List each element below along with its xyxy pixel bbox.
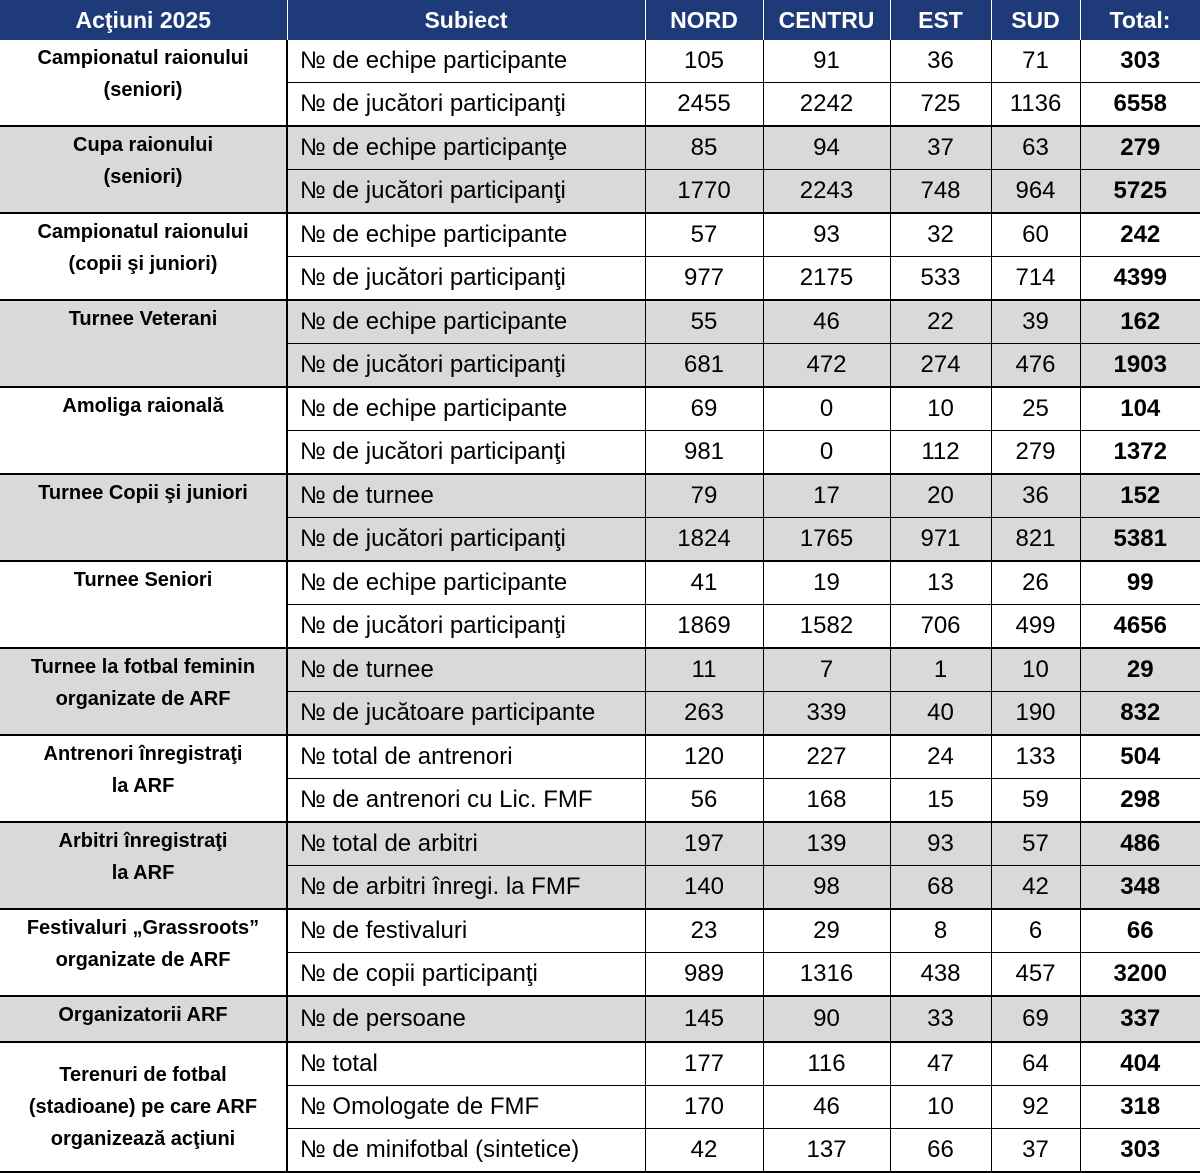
nord-cell: 41 — [645, 561, 763, 605]
est-cell: 68 — [890, 866, 991, 910]
sud-cell: 64 — [991, 1042, 1080, 1086]
nord-cell: 1824 — [645, 518, 763, 562]
total-cell: 404 — [1080, 1042, 1200, 1086]
sud-cell: 10 — [991, 648, 1080, 692]
action-label-line: la ARF — [111, 862, 175, 884]
table-header — [0, 0, 1200, 40]
sud-cell: 457 — [991, 953, 1080, 997]
total-cell: 832 — [1080, 692, 1200, 736]
centru-cell: 1316 — [763, 953, 890, 997]
total-cell: 5725 — [1080, 170, 1200, 214]
nord-cell: 69 — [645, 387, 763, 431]
action-label-line: (copii şi juniori) — [68, 253, 218, 275]
action-label-line: (stadioane) pe care ARF — [28, 1096, 258, 1118]
centru-cell: 17 — [763, 474, 890, 518]
sud-cell: 190 — [991, 692, 1080, 736]
est-cell: 725 — [890, 83, 991, 127]
subject-cell: № de jucătoare participante — [287, 692, 645, 736]
action-cell — [0, 126, 287, 213]
subject-cell: № de festivaluri — [287, 909, 645, 953]
nord-cell: 197 — [645, 822, 763, 866]
total-cell: 104 — [1080, 387, 1200, 431]
centru-cell: 91 — [763, 40, 890, 83]
table-row — [0, 300, 1200, 344]
subject-cell: № de echipe participante — [287, 387, 645, 431]
action-label-line: (seniori) — [103, 79, 183, 101]
table-row — [0, 213, 1200, 257]
header-centru: CENTRU — [763, 0, 890, 40]
total-cell: 3200 — [1080, 953, 1200, 997]
est-cell: 1 — [890, 648, 991, 692]
action-label-line: Turnee Seniori — [73, 569, 213, 591]
nord-cell: 981 — [645, 431, 763, 475]
nord-cell: 2455 — [645, 83, 763, 127]
total-cell: 337 — [1080, 996, 1200, 1042]
action-label-line: la ARF — [111, 775, 175, 797]
est-cell: 93 — [890, 822, 991, 866]
centru-cell: 0 — [763, 431, 890, 475]
nord-cell: 170 — [645, 1086, 763, 1129]
subject-cell: № total — [287, 1042, 645, 1086]
total-cell: 318 — [1080, 1086, 1200, 1129]
nord-cell: 263 — [645, 692, 763, 736]
total-cell: 6558 — [1080, 83, 1200, 127]
total-cell: 66 — [1080, 909, 1200, 953]
est-cell: 40 — [890, 692, 991, 736]
total-cell: 1372 — [1080, 431, 1200, 475]
est-cell: 37 — [890, 126, 991, 170]
nord-cell: 681 — [645, 344, 763, 388]
action-cell — [0, 213, 287, 300]
table-row — [0, 40, 1200, 83]
action-label-line: Amoliga raională — [62, 395, 224, 417]
sud-cell: 69 — [991, 996, 1080, 1042]
total-cell: 298 — [1080, 779, 1200, 823]
sud-cell: 6 — [991, 909, 1080, 953]
action-label-line: organizate de ARF — [55, 688, 231, 710]
centru-cell: 46 — [763, 300, 890, 344]
nord-cell: 23 — [645, 909, 763, 953]
nord-cell: 57 — [645, 213, 763, 257]
nord-cell: 1770 — [645, 170, 763, 214]
est-cell: 706 — [890, 605, 991, 649]
action-cell — [0, 300, 287, 387]
centru-cell: 1582 — [763, 605, 890, 649]
subject-cell: № de jucători participanţi — [287, 605, 645, 649]
action-label-line: Campionatul raionului — [37, 221, 249, 243]
sud-cell: 821 — [991, 518, 1080, 562]
subject-cell: № de turnee — [287, 474, 645, 518]
table-row — [0, 387, 1200, 431]
est-cell: 748 — [890, 170, 991, 214]
total-cell: 242 — [1080, 213, 1200, 257]
sud-cell: 71 — [991, 40, 1080, 83]
action-label-line: organizate de ARF — [55, 949, 231, 971]
centru-cell: 168 — [763, 779, 890, 823]
est-cell: 47 — [890, 1042, 991, 1086]
sud-cell: 499 — [991, 605, 1080, 649]
nord-cell: 145 — [645, 996, 763, 1042]
subject-cell: № de turnee — [287, 648, 645, 692]
action-cell — [0, 474, 287, 561]
centru-cell: 137 — [763, 1129, 890, 1173]
nord-cell: 140 — [645, 866, 763, 910]
est-cell: 533 — [890, 257, 991, 301]
table-row — [0, 822, 1200, 866]
action-cell — [0, 648, 287, 735]
centru-cell: 93 — [763, 213, 890, 257]
centru-cell: 339 — [763, 692, 890, 736]
centru-cell: 19 — [763, 561, 890, 605]
action-cell — [0, 387, 287, 474]
total-cell: 4399 — [1080, 257, 1200, 301]
est-cell: 22 — [890, 300, 991, 344]
est-cell: 274 — [890, 344, 991, 388]
action-label-line: Arbitri înregistraţi — [58, 830, 228, 852]
nord-cell: 105 — [645, 40, 763, 83]
total-cell: 1903 — [1080, 344, 1200, 388]
est-cell: 438 — [890, 953, 991, 997]
est-cell: 15 — [890, 779, 991, 823]
action-label-line: Campionatul raionului — [37, 47, 249, 69]
action-cell — [0, 909, 287, 996]
est-cell: 10 — [890, 1086, 991, 1129]
centru-cell: 29 — [763, 909, 890, 953]
total-cell: 99 — [1080, 561, 1200, 605]
sud-cell: 714 — [991, 257, 1080, 301]
subject-cell: № de jucători participanţi — [287, 431, 645, 475]
subject-cell: № de jucători participanţi — [287, 344, 645, 388]
est-cell: 971 — [890, 518, 991, 562]
sud-cell: 25 — [991, 387, 1080, 431]
total-cell: 303 — [1080, 1129, 1200, 1173]
header-actions: Acţiuni 2025 — [0, 0, 287, 40]
centru-cell: 94 — [763, 126, 890, 170]
centru-cell: 2242 — [763, 83, 890, 127]
est-cell: 20 — [890, 474, 991, 518]
total-cell: 486 — [1080, 822, 1200, 866]
subject-cell: № de antrenori cu Lic. FMF — [287, 779, 645, 823]
sud-cell: 26 — [991, 561, 1080, 605]
header-subject: Subiect — [287, 0, 645, 40]
action-cell — [0, 735, 287, 822]
centru-cell: 2175 — [763, 257, 890, 301]
subject-cell: № de arbitri înregi. la FMF — [287, 866, 645, 910]
nord-cell: 55 — [645, 300, 763, 344]
subject-cell: № de jucători participanţi — [287, 518, 645, 562]
action-label-line: Turnee Veterani — [68, 308, 218, 330]
table-row — [0, 648, 1200, 692]
table-row — [0, 909, 1200, 953]
sud-cell: 133 — [991, 735, 1080, 779]
subject-cell: № de persoane — [287, 996, 645, 1042]
est-cell: 8 — [890, 909, 991, 953]
total-cell: 5381 — [1080, 518, 1200, 562]
total-cell: 152 — [1080, 474, 1200, 518]
sud-cell: 476 — [991, 344, 1080, 388]
subject-cell: № de copii participanţi — [287, 953, 645, 997]
centru-cell: 46 — [763, 1086, 890, 1129]
centru-cell: 0 — [763, 387, 890, 431]
centru-cell: 98 — [763, 866, 890, 910]
est-cell: 24 — [890, 735, 991, 779]
total-cell: 4656 — [1080, 605, 1200, 649]
est-cell: 36 — [890, 40, 991, 83]
sud-cell: 60 — [991, 213, 1080, 257]
action-label-line: organizează acţiuni — [50, 1128, 236, 1150]
subject-cell: № de echipe participante — [287, 213, 645, 257]
table-row — [0, 996, 1200, 1042]
nord-cell: 56 — [645, 779, 763, 823]
total-cell: 348 — [1080, 866, 1200, 910]
nord-cell: 11 — [645, 648, 763, 692]
table-body — [0, 40, 1200, 1172]
action-label-line: Antrenori înregistraţi — [43, 743, 243, 765]
centru-cell: 90 — [763, 996, 890, 1042]
action-label-line: Cupa raionului — [73, 134, 213, 156]
subject-cell: № de jucători participanţi — [287, 83, 645, 127]
table-row — [0, 126, 1200, 170]
centru-cell: 7 — [763, 648, 890, 692]
subject-cell: № de echipe participanţe — [287, 126, 645, 170]
action-label-line: Organizatorii ARF — [58, 1004, 228, 1026]
est-cell: 66 — [890, 1129, 991, 1173]
action-cell — [0, 40, 287, 126]
sud-cell: 36 — [991, 474, 1080, 518]
header-row — [0, 0, 1200, 40]
nord-cell: 42 — [645, 1129, 763, 1173]
subject-cell: № de jucători participanţi — [287, 257, 645, 301]
sud-cell: 39 — [991, 300, 1080, 344]
nord-cell: 120 — [645, 735, 763, 779]
subject-cell: № total de arbitri — [287, 822, 645, 866]
centru-cell: 472 — [763, 344, 890, 388]
nord-cell: 989 — [645, 953, 763, 997]
centru-cell: 116 — [763, 1042, 890, 1086]
est-cell: 33 — [890, 996, 991, 1042]
action-cell — [0, 1042, 287, 1172]
action-cell — [0, 822, 287, 909]
centru-cell: 139 — [763, 822, 890, 866]
total-cell: 303 — [1080, 40, 1200, 83]
action-cell — [0, 996, 287, 1042]
est-cell: 112 — [890, 431, 991, 475]
action-label-line: Festivaluri „Grassroots” — [26, 917, 260, 939]
header-est: EST — [890, 0, 991, 40]
header-nord: NORD — [645, 0, 763, 40]
centru-cell: 2243 — [763, 170, 890, 214]
subject-cell: № de jucători participanţi — [287, 170, 645, 214]
sud-cell: 57 — [991, 822, 1080, 866]
total-cell: 504 — [1080, 735, 1200, 779]
sud-cell: 59 — [991, 779, 1080, 823]
sud-cell: 37 — [991, 1129, 1080, 1173]
sud-cell: 63 — [991, 126, 1080, 170]
total-cell: 29 — [1080, 648, 1200, 692]
table-row — [0, 1042, 1200, 1086]
sud-cell: 92 — [991, 1086, 1080, 1129]
header-sud: SUD — [991, 0, 1080, 40]
action-label-line: Turnee Copii şi juniori — [38, 482, 248, 504]
action-label-line: (seniori) — [103, 166, 183, 188]
subject-cell: № de minifotbal (sintetice) — [287, 1129, 645, 1173]
action-label-line: Terenuri de fotbal — [59, 1064, 227, 1086]
subject-cell: № total de antrenori — [287, 735, 645, 779]
table-row — [0, 735, 1200, 779]
centru-cell: 1765 — [763, 518, 890, 562]
nord-cell: 977 — [645, 257, 763, 301]
sud-cell: 279 — [991, 431, 1080, 475]
header-total: Total: — [1080, 0, 1200, 40]
total-cell: 279 — [1080, 126, 1200, 170]
action-cell — [0, 561, 287, 648]
est-cell: 10 — [890, 387, 991, 431]
nord-cell: 85 — [645, 126, 763, 170]
nord-cell: 1869 — [645, 605, 763, 649]
action-label-line: Turnee la fotbal feminin — [30, 656, 256, 678]
sud-cell: 1136 — [991, 83, 1080, 127]
est-cell: 13 — [890, 561, 991, 605]
total-cell: 162 — [1080, 300, 1200, 344]
centru-cell: 227 — [763, 735, 890, 779]
table-row — [0, 474, 1200, 518]
sud-cell: 964 — [991, 170, 1080, 214]
nord-cell: 177 — [645, 1042, 763, 1086]
subject-cell: № de echipe participante — [287, 40, 645, 83]
subject-cell: № Omologate de FMF — [287, 1086, 645, 1129]
table-row — [0, 561, 1200, 605]
sud-cell: 42 — [991, 866, 1080, 910]
nord-cell: 79 — [645, 474, 763, 518]
subject-cell: № de echipe participante — [287, 300, 645, 344]
est-cell: 32 — [890, 213, 991, 257]
subject-cell: № de echipe participante — [287, 561, 645, 605]
